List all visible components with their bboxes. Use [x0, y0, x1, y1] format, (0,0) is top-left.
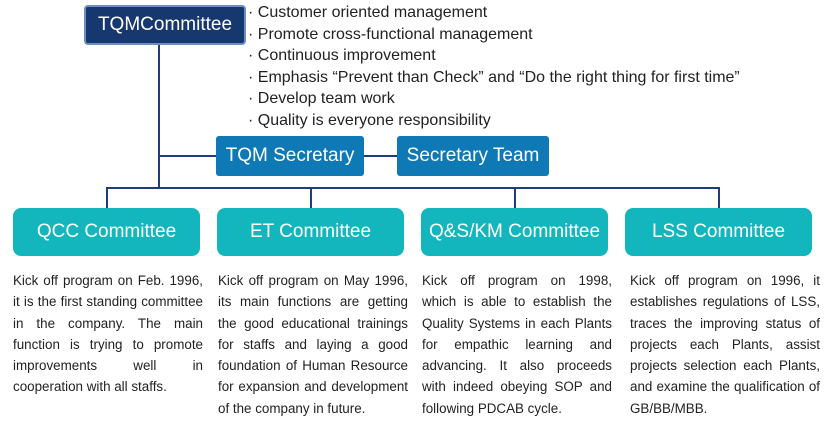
connector-drop-et	[310, 187, 312, 208]
principle-item: · Customer oriented management	[248, 2, 740, 24]
connector-secretary-left	[159, 155, 216, 157]
principle-item: · Continuous improvement	[248, 45, 740, 67]
qs-km-committee-box	[421, 208, 608, 256]
secretary-team-box	[397, 136, 549, 176]
connector-drop-qcc	[106, 187, 108, 208]
tqm-secretary-box	[216, 136, 364, 176]
connector-drop-qs	[514, 187, 516, 208]
lss-committee-description: Kick off program on 1996, it establishes regulations of LSS, traces the improving status of projects each Plants, assist projects selection each Plants, and examine the qualification of GB/BB/MBB.	[630, 273, 820, 416]
principle-item: · Quality is everyone responsibility	[248, 110, 740, 132]
tqm-secretary-label: TQM Secretary	[225, 145, 355, 166]
tqm-committee-box	[84, 5, 246, 45]
connector-secretary-team	[364, 155, 397, 157]
connector-top-vertical	[158, 45, 160, 187]
qs-km-committee-description: Kick off program on 1998, which is able to establish the Quality Systems in each Plants for empathic learning and advancing. It also proceeds with indeed obeying SOP and following PDCAB cycle.	[422, 273, 612, 416]
et-committee-box	[217, 208, 404, 256]
connector-horizontal-bus	[106, 187, 719, 189]
et-committee-description: Kick off program on May 1996, its main functions are getting the good educational trainings for staffs and laying a good foundation of Human Resource for expansion and development of the company in future.	[218, 273, 408, 416]
et-committee-label: ET Committee	[249, 221, 372, 242]
connector-drop-lss	[718, 187, 720, 208]
lss-committee-label: LSS Committee	[651, 221, 786, 242]
secretary-team-label: Secretary Team	[406, 145, 540, 166]
principle-item: · Develop team work	[248, 88, 740, 110]
qcc-committee-description: Kick off program on Feb. 1996, it is the first standing committee in the company. The main function is trying to promote improvements well in cooperation with all staffs.	[13, 273, 203, 395]
tqm-committee-label: TQMCommittee	[97, 14, 233, 35]
principles-list	[248, 2, 740, 131]
qcc-committee-box	[13, 208, 200, 256]
qcc-committee-label: QCC Committee	[36, 221, 177, 242]
principle-item: · Promote cross-functional management	[248, 24, 740, 46]
qs-km-committee-label: Q&S/KM Committee	[428, 221, 601, 242]
principle-item: · Emphasis “Prevent than Check” and “Do the right thing for first time”	[248, 67, 740, 89]
lss-committee-box	[625, 208, 812, 256]
